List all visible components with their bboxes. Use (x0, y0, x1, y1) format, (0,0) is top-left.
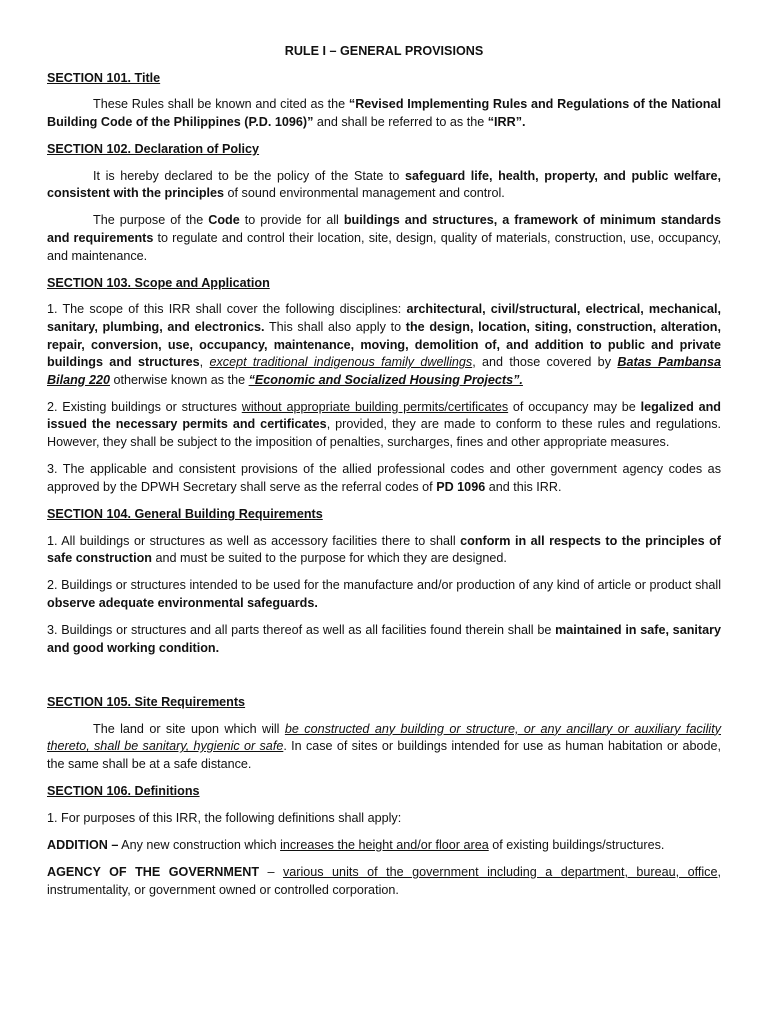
definition-agency-of-the-government: AGENCY OF THE GOVERNMENT – various units of the government including a department, bureau, office, instrumentality, or government owned or controlled corporation. (47, 864, 721, 897)
section-102-paragraph-1: It is hereby declared to be the policy of the State to safeguard life, health, property, and public welfare, consistent with the principles of sound environmental management and control. (47, 168, 722, 201)
section-104-item-2: 2. Buildings or structures intended to be used for the manufacture and/or production of any kind of article or product shall observe adequate environmental safeguards. (47, 578, 721, 610)
section-101-heading: SECTION 101. Title (47, 70, 161, 85)
section-103-item-1: 1. The scope of this IRR shall cover the following disciplines: architectural, civil/structural, electrical, mechanical, sanitary, plumbing, and electronics. This shall also apply to the design, location, siting, construction, alteration, repair, conversion, use, occupancy, maintenance, moving, demolition of, and addition to public and private buildings and structures, except traditional indigenous family dwellings, and those covered by Batas Pambansa Bilang 220 otherwise known as the “Economic and Socialized Housing Projects”. (47, 302, 722, 387)
section-104-item-1: 1. All buildings or structures as well as accessory facilities there to shall conform in all respects to the principles of safe construction and must be suited to the purpose for which they are designed. (47, 533, 722, 566)
section-101-paragraph: These Rules shall be known and cited as the “Revised Implementing Rules and Regulations of the National Building Code of the Philippines (P.D. 1096)” and shall be referred to as the “IRR”. (47, 97, 721, 129)
section-105-paragraph: The land or site upon which will be constructed any building or structure, or any ancillary or auxiliary facility thereto, shall be sanitary, hygienic or safe. In case of sites or buildings intended for use as human habitation or abode, the same shall be at a safe distance. (47, 721, 721, 771)
section-105-heading: SECTION 105. Site Requirements (47, 694, 246, 709)
definition-addition: ADDITION – Any new construction which increases the height and/or floor area of existing buildings/structures. (47, 837, 665, 852)
section-102-heading: SECTION 102. Declaration of Policy (47, 141, 260, 156)
section-106-heading: SECTION 106. Definitions (47, 783, 200, 798)
section-104-heading: SECTION 104. General Building Requirements (47, 507, 323, 522)
section-102-paragraph-2: The purpose of the Code to provide for all buildings and structures, a framework of minimum standards and requirements to regulate and control their location, site, design, quality of materials, construction, use, occupancy, and maintenance. (47, 213, 721, 263)
rule-title: RULE I – GENERAL PROVISIONS (284, 44, 484, 58)
document-body (47, 43, 721, 909)
section-106-intro: 1. For purposes of this IRR, the following definitions shall apply: (47, 810, 402, 825)
section-104-item-3: 3. Buildings or structures and all parts thereof as well as all facilities found therein shall be maintained in safe, sanitary and good working condition. (47, 623, 721, 655)
section-103-heading: SECTION 103. Scope and Application (47, 275, 270, 290)
section-103-item-3: 3. The applicable and consistent provisions of the allied professional codes and other government agency codes as approved by the DPWH Secretary shall serve as the referral codes of PD 1096 and this IRR. (47, 462, 721, 494)
section-spacer (47, 667, 721, 694)
section-103-item-2: 2. Existing buildings or structures without appropriate building permits/certificates of occupancy may be legalized and issued the necessary permits and certificates, provided, they are made to conform to these rules and regulations. However, they shall be subject to the imposition of penalties, surcharges, fines and other appropriate measures. (47, 399, 722, 450)
